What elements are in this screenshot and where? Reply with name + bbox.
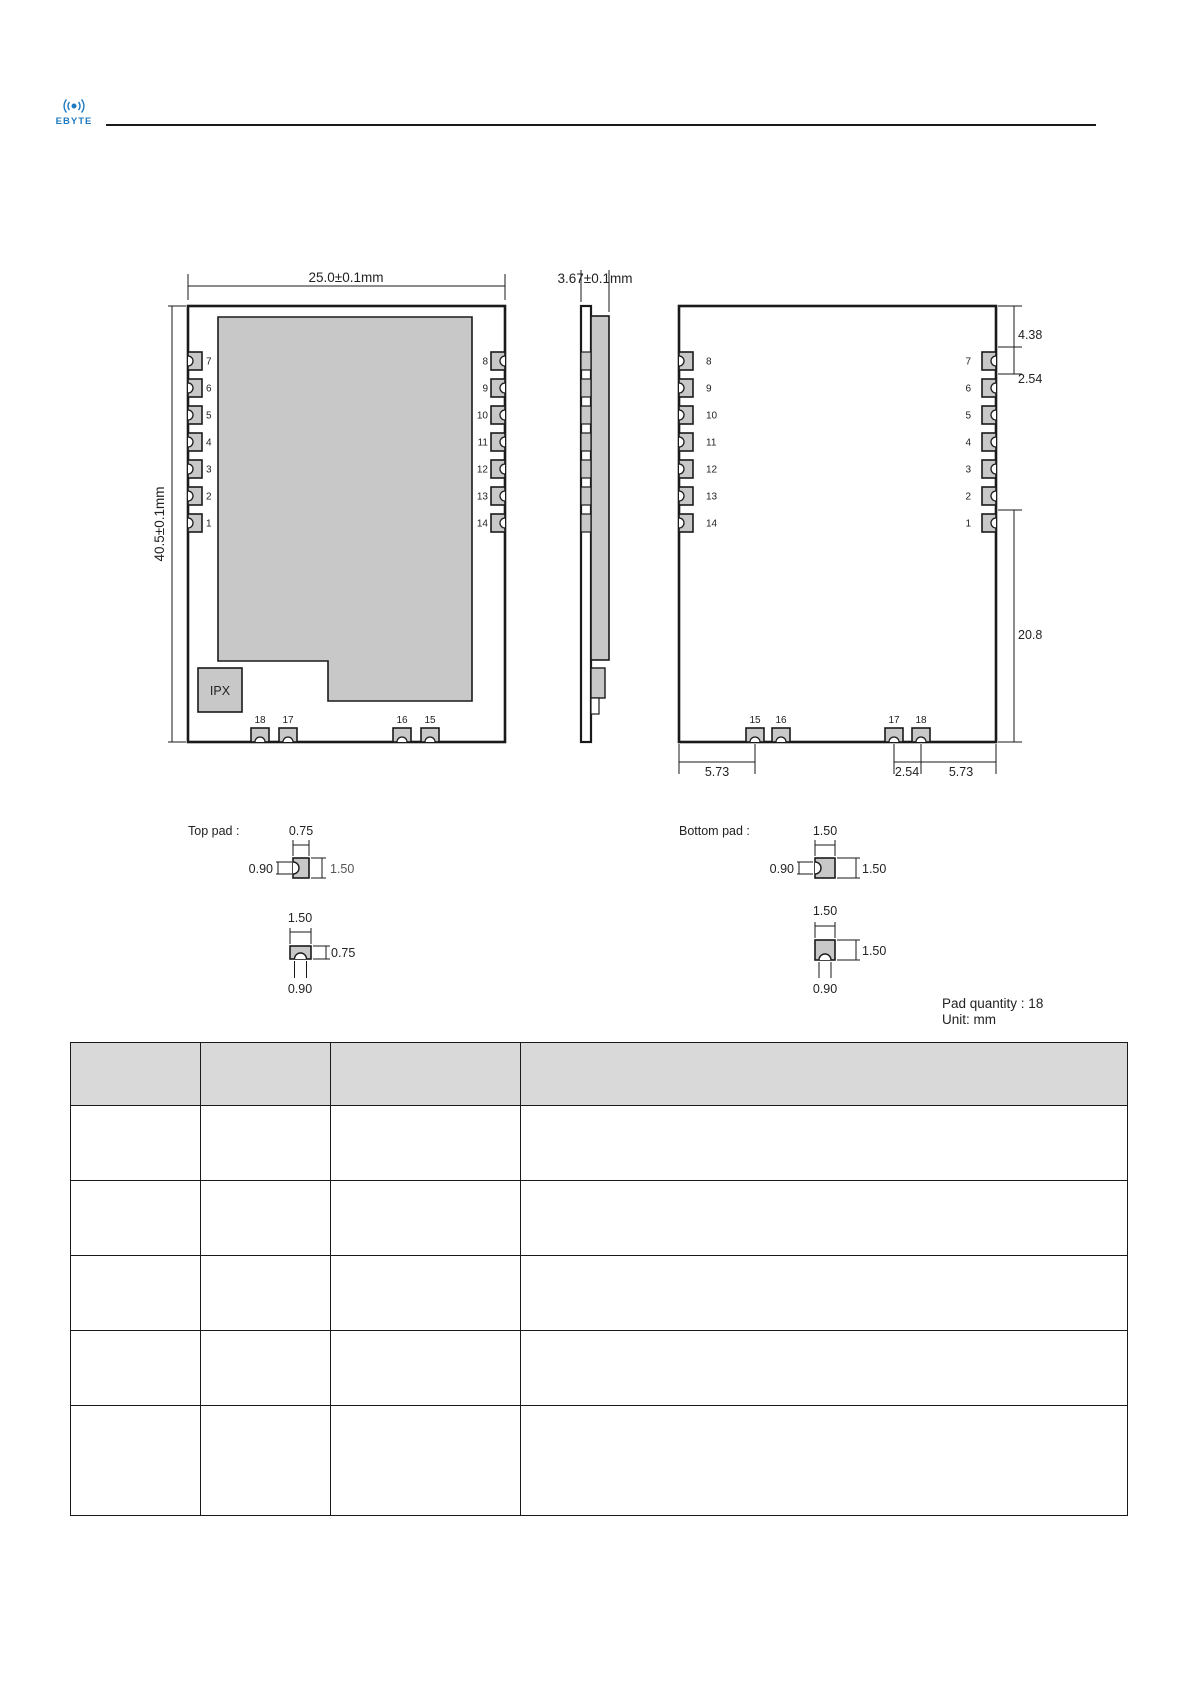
pin-pad-notch — [500, 383, 505, 393]
pin-number-label: 5 — [206, 410, 212, 422]
pin-number-label: 4 — [965, 437, 971, 449]
bottom-pad-b-bottom-dim: 0.90 — [812, 982, 838, 996]
pin-number-label: 3 — [965, 464, 971, 476]
pin-pad-notch — [679, 464, 684, 474]
ipx-label: IPX — [209, 684, 231, 698]
side-view-pad — [581, 514, 591, 532]
pin-pad-notch — [679, 356, 684, 366]
pin-pad-notch — [679, 518, 684, 528]
top-pad-b-bottom-dim: 0.90 — [287, 982, 313, 996]
pin-pad-notch — [679, 437, 684, 447]
pin-pad-notch — [188, 491, 193, 501]
pin-pad-notch — [500, 491, 505, 501]
pin-pad-notch — [679, 410, 684, 420]
pin-pad-notch — [283, 737, 293, 742]
pin-pad-notch — [776, 737, 786, 742]
pin-number-label: 16 — [396, 715, 408, 726]
pin-pad-notch — [188, 464, 193, 474]
pin-number-label: 2 — [206, 491, 212, 503]
table-cell — [71, 1406, 201, 1516]
table-cell — [201, 1181, 331, 1256]
top-view-height-dim: 40.5±0.1mm — [152, 486, 167, 562]
table-cell — [331, 1406, 521, 1516]
bottom-view-left-offset-dim: 5.73 — [704, 765, 730, 779]
bottom-view — [679, 306, 1042, 779]
table-cell — [71, 1256, 201, 1331]
side-view-pad — [581, 460, 591, 478]
side-view-pad — [581, 487, 591, 505]
pin-pad-notch — [991, 410, 996, 420]
table-header-cell — [521, 1043, 1128, 1106]
table-cell — [331, 1181, 521, 1256]
pin-pad-notch — [889, 737, 899, 742]
pin-number-label: 4 — [206, 437, 212, 449]
table-header-cell — [201, 1043, 331, 1106]
pin-pad-notch — [991, 383, 996, 393]
pin-number-label: 8 — [706, 356, 712, 368]
pin-pad-notch — [425, 737, 435, 742]
side-view-thickness-dim: 3.67±0.1mm — [557, 271, 633, 286]
table-row — [71, 1406, 1128, 1516]
top-view-width-dim: 25.0±0.1mm — [308, 270, 384, 285]
top-pad-b-top-dim: 1.50 — [287, 911, 313, 925]
table-row — [71, 1106, 1128, 1181]
bottom-pad-b-notch — [819, 954, 831, 960]
pin-pad-notch — [255, 737, 265, 742]
pin-number-label: 12 — [476, 464, 488, 476]
pin-number-label: 17 — [888, 715, 900, 726]
pin-number-label: 9 — [706, 383, 712, 395]
pin-number-label: 1 — [206, 518, 212, 530]
pin-pad-notch — [188, 518, 193, 528]
top-view-shield — [218, 317, 472, 701]
top-view — [152, 270, 505, 742]
logo-text: EBYTE — [55, 116, 93, 126]
side-view-connector-base — [591, 698, 599, 714]
pin-pad-notch — [991, 356, 996, 366]
pin-number-label: 17 — [282, 715, 294, 726]
table-cell — [71, 1181, 201, 1256]
bottom-pad-b-right-dim: 1.50 — [862, 944, 887, 958]
table-header-cell — [331, 1043, 521, 1106]
mechanical-drawing — [0, 250, 1190, 1050]
pin-number-label: 18 — [915, 715, 927, 726]
side-view-connector — [591, 668, 605, 698]
table-cell — [331, 1106, 521, 1181]
table-cell — [201, 1256, 331, 1331]
side-view-shield — [591, 316, 609, 660]
pin-number-label: 3 — [206, 464, 212, 476]
pin-number-label: 9 — [482, 383, 488, 395]
bottom-view-pitch-dim: 2.54 — [1018, 372, 1043, 386]
pin-pad-notch — [500, 410, 505, 420]
table-cell — [331, 1331, 521, 1406]
pin-number-label: 10 — [476, 410, 488, 422]
pin-number-label: 15 — [749, 715, 761, 726]
bottom-view-pad-pitch-dim: 2.54 — [894, 765, 920, 779]
top-pad-b-notch — [295, 953, 307, 959]
side-view-pads — [581, 352, 591, 532]
pin-pad-notch — [188, 383, 193, 393]
top-pad-a-top-dim: 0.75 — [288, 824, 314, 838]
table-header-cell — [71, 1043, 201, 1106]
pin-number-label: 15 — [424, 715, 436, 726]
bottom-pad-a-top-dim: 1.50 — [812, 824, 838, 838]
bottom-pad-a-right-dim: 1.50 — [862, 862, 887, 876]
table-cell — [521, 1331, 1128, 1406]
table-row — [71, 1181, 1128, 1256]
top-pad-detail — [188, 824, 355, 996]
pin-number-label: 6 — [965, 383, 971, 395]
table-cell — [201, 1331, 331, 1406]
bottom-pad-detail — [679, 824, 886, 996]
pin-pad-notch — [991, 518, 996, 528]
bottom-pad-a-left-dim: 0.90 — [769, 862, 794, 876]
table-cell — [331, 1256, 521, 1331]
pin-number-label: 10 — [706, 410, 718, 422]
table-header-row — [71, 1043, 1128, 1106]
table-cell — [521, 1256, 1128, 1331]
table-cell — [201, 1106, 331, 1181]
side-view — [558, 270, 633, 742]
pin-number-label: 11 — [477, 437, 488, 449]
pin-number-label: 5 — [965, 410, 971, 422]
pin-pad-notch — [991, 437, 996, 447]
pin-pad-notch — [991, 464, 996, 474]
pin-pad-notch — [397, 737, 407, 742]
pin-definition-table — [70, 1042, 1128, 1516]
pin-number-label: 14 — [706, 518, 718, 530]
table-row — [71, 1331, 1128, 1406]
pin-pad-notch — [500, 437, 505, 447]
table-cell — [521, 1106, 1128, 1181]
table-row — [71, 1256, 1128, 1331]
pin-number-label: 8 — [482, 356, 488, 368]
radio-waves-icon — [64, 100, 84, 113]
pin-pad-notch — [188, 356, 193, 366]
pin-number-label: 11 — [706, 437, 717, 449]
pin-pad-notch — [679, 383, 684, 393]
pin-number-label: 16 — [775, 715, 787, 726]
pin-number-label: 6 — [206, 383, 212, 395]
pin-number-label: 14 — [476, 518, 488, 530]
pin-pad-notch — [679, 491, 684, 501]
pin-pad-notch — [750, 737, 760, 742]
bottom-view-bottom-gap-dim: 20.8 — [1018, 628, 1043, 642]
pin-number-label: 12 — [706, 464, 718, 476]
unit-note: Unit: mm — [942, 1012, 996, 1027]
bottom-view-top-gap-dim: 4.38 — [1018, 328, 1043, 342]
top-pad-a-left-dim: 0.90 — [248, 862, 273, 876]
top-pad-title: Top pad : — [188, 824, 240, 838]
table-cell — [521, 1181, 1128, 1256]
top-pad-a-notch — [293, 862, 299, 874]
bottom-pad-b-top-dim: 1.50 — [812, 904, 838, 918]
bottom-pad-a-notch — [815, 862, 821, 874]
top-pad-b-right-dim: 0.75 — [331, 946, 356, 960]
pin-number-label: 7 — [965, 356, 971, 368]
table-cell — [71, 1106, 201, 1181]
table-cell — [71, 1331, 201, 1406]
pin-number-label: 7 — [206, 356, 212, 368]
header-rule — [106, 124, 1096, 126]
page-header — [0, 0, 1190, 140]
pin-number-label: 2 — [965, 491, 971, 503]
pin-pad-notch — [500, 518, 505, 528]
pin-pad-notch — [500, 356, 505, 366]
pin-pad-notch — [188, 437, 193, 447]
side-view-pad — [581, 379, 591, 397]
table-cell — [201, 1406, 331, 1516]
side-view-pad — [581, 406, 591, 424]
side-view-pad — [581, 352, 591, 370]
pin-number-label: 13 — [476, 491, 488, 503]
bottom-view-board — [679, 306, 996, 742]
pin-number-label: 1 — [965, 518, 971, 530]
pin-pad-notch — [188, 410, 193, 420]
pin-pad-notch — [500, 464, 505, 474]
pad-quantity-note: Pad quantity : 18 — [942, 996, 1044, 1011]
pin-pad-notch — [916, 737, 926, 742]
top-pad-a-right-dim: 1.50 — [330, 862, 355, 876]
ebyte-logo — [52, 96, 96, 126]
side-view-pad — [581, 433, 591, 451]
pin-pad-notch — [991, 491, 996, 501]
table-cell — [521, 1406, 1128, 1516]
bottom-view-right-offset-dim: 5.73 — [948, 765, 974, 779]
pin-number-label: 18 — [254, 715, 266, 726]
bottom-pad-title: Bottom pad : — [679, 824, 750, 838]
pin-number-label: 13 — [706, 491, 718, 503]
